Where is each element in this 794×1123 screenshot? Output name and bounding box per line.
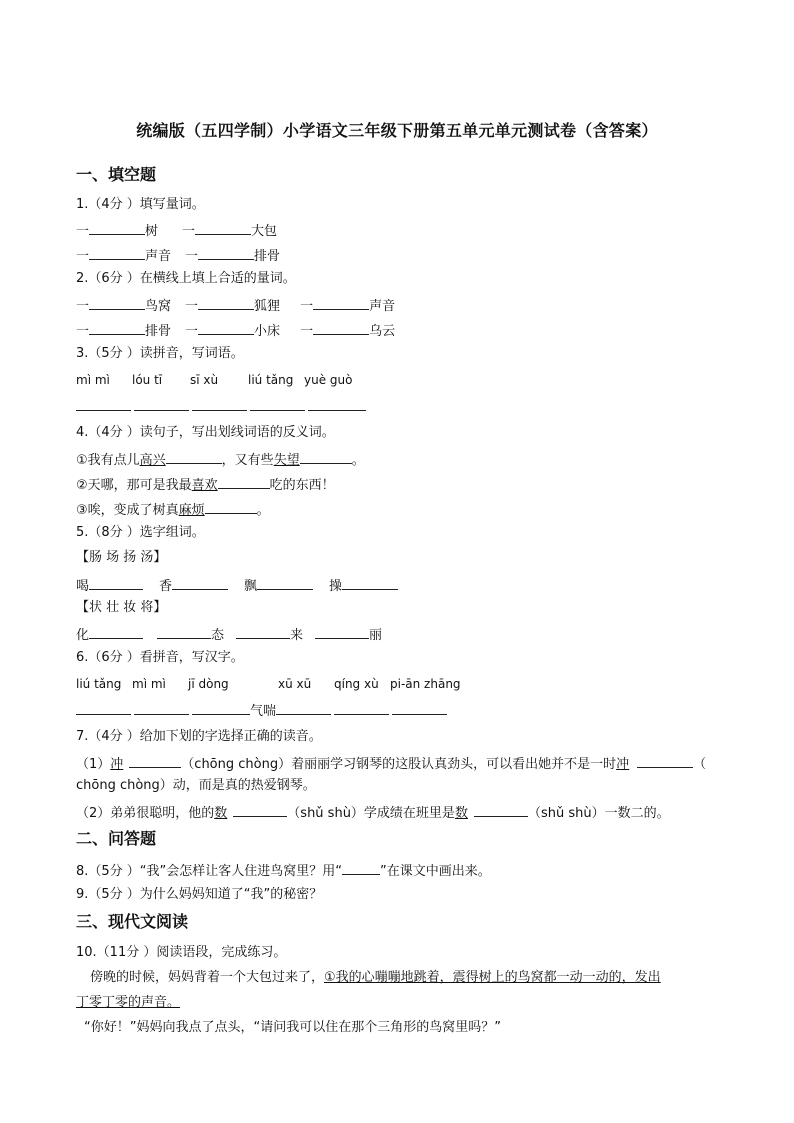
underlined-passage: ①我的心嘣嘣地跳着，震得树上的鸟窝都一动一动的，发出: [324, 970, 661, 985]
sentence-text: ③唉，变成了树真: [76, 503, 179, 518]
answer-blank[interactable]: [198, 295, 254, 310]
word: 鸟窝: [145, 299, 172, 314]
pinyin: lóu tī: [132, 373, 163, 387]
question-5-stem: 5.（8分 ）选字组词。: [76, 525, 205, 540]
char: 来: [290, 628, 304, 643]
section-heading-qa: 二、问答题: [76, 829, 157, 848]
answer-blank[interactable]: [257, 575, 313, 590]
char: 态: [211, 628, 225, 643]
question-2-row-1: [76, 295, 395, 316]
answer-blank[interactable]: [89, 624, 143, 639]
char: 香: [159, 579, 173, 594]
prefix: 一: [76, 299, 90, 314]
question-3-answer-row: [76, 396, 366, 417]
sentence-text: （2）弟弟很聪明，他的: [76, 806, 215, 821]
answer-blank[interactable]: [172, 575, 228, 590]
answer-blank[interactable]: [205, 499, 257, 514]
underlined-char: 冲: [616, 757, 630, 772]
word: 大包: [251, 224, 278, 239]
question-2-row-2: [76, 320, 395, 341]
question-5-group-1: 【肠 场 扬 汤】: [76, 550, 167, 565]
answer-blank[interactable]: [166, 449, 222, 464]
char: 操: [329, 579, 343, 594]
answer-blank[interactable]: [195, 220, 251, 235]
answer-blank[interactable]: [313, 320, 369, 335]
prefix: 一: [185, 249, 199, 264]
prefix: 一: [76, 249, 90, 264]
prefix: 一: [300, 324, 314, 339]
answer-blank[interactable]: [76, 396, 131, 411]
question-4-sentence-1: [76, 449, 365, 470]
answer-blank[interactable]: [198, 320, 254, 335]
question-1-row-1: [76, 220, 277, 241]
answer-blank[interactable]: [474, 802, 528, 817]
answer-blank[interactable]: [233, 802, 287, 817]
answer-blank[interactable]: [89, 220, 145, 235]
question-3-pinyin-row: [76, 371, 352, 389]
answer-blank[interactable]: [89, 575, 143, 590]
word: 小床: [254, 324, 281, 339]
word: 乌云: [369, 324, 396, 339]
question-6-pinyin-row: [76, 675, 461, 693]
pinyin: xū xū: [278, 677, 312, 691]
question-2-stem: 2.（6分 ）在横线上填上合适的量词。: [76, 271, 296, 286]
prefix: 一: [182, 224, 196, 239]
question-4-sentence-2: [76, 474, 335, 495]
answer-blank[interactable]: [218, 474, 270, 489]
answer-blank[interactable]: [89, 320, 145, 335]
underlined-word: 高兴: [139, 453, 166, 468]
question-1-row-2: [76, 245, 280, 266]
char: 丽: [369, 628, 383, 643]
prefix: 一: [300, 299, 314, 314]
passage-line-1: [90, 969, 661, 987]
question-5-row-1: [76, 575, 398, 596]
sentence-text: 吃的东西！: [269, 478, 335, 493]
sentence-text: ，又有些: [221, 453, 274, 468]
question-7-line-2: chōng chòng）动，而是真的热爱钢琴。: [76, 778, 316, 793]
underlined-passage: 丁零丁零的声音。: [76, 995, 181, 1010]
answer-blank[interactable]: [342, 860, 380, 875]
answer-blank[interactable]: [334, 700, 389, 715]
question-6-answer-row: [76, 700, 447, 721]
sentence-text: ①我有点儿: [76, 453, 140, 468]
answer-blank[interactable]: [192, 700, 250, 715]
word: 排骨: [145, 324, 172, 339]
question-5-group-2: 【状 壮 妆 将】: [76, 600, 167, 615]
word: 排骨: [254, 249, 281, 264]
question-9: 9.（5分 ）为什么妈妈知道了“我”的秘密？: [76, 887, 323, 902]
pinyin: sī xù: [190, 373, 219, 387]
passage-line-2: [76, 994, 180, 1012]
passage-text: 傍晚的时候，妈妈背着一个大包过来了，: [90, 970, 325, 985]
answer-blank[interactable]: [392, 700, 447, 715]
section-heading-reading: 三、现代文阅读: [76, 912, 189, 931]
question-4-sentence-3: [76, 499, 270, 520]
answer-blank[interactable]: [129, 753, 181, 768]
sentence-text: ②天哪，那可是我最: [76, 478, 192, 493]
char: 飘: [244, 579, 258, 594]
question-text: ”在课文中画出来。: [380, 864, 491, 879]
answer-blank[interactable]: [198, 245, 254, 260]
answer-blank[interactable]: [276, 700, 331, 715]
word: 声音: [145, 249, 172, 264]
question-7-stem: 7.（4分 ）给加下划的字选择正确的读音。: [76, 729, 322, 744]
underlined-word: 喜欢: [191, 478, 218, 493]
section-heading-fill-blank: 一、填空题: [76, 165, 157, 184]
pinyin: liú tǎng: [76, 677, 122, 691]
sentence-text: 。: [351, 453, 365, 468]
question-6-stem: 6.（6分 ）看拼音，写汉字。: [76, 650, 244, 665]
page-title: 统编版（五四学制）小学语文三年级下册第五单元单元测试卷（含答案）: [136, 121, 658, 140]
prefix: 一: [185, 299, 199, 314]
sentence-text: （chōng chòng）着丽丽学习钢琴的这股认真劲头，可以看出她并不是一时: [181, 757, 617, 772]
sentence-text: 。: [256, 503, 270, 518]
answer-blank[interactable]: [76, 700, 131, 715]
pinyin: liú tǎng: [248, 373, 294, 387]
pinyin: mì mì: [76, 373, 110, 387]
question-10-stem: 10.（11分 ）阅读语段，完成练习。: [76, 945, 287, 960]
char: 喝: [76, 579, 90, 594]
answer-blank[interactable]: [134, 396, 189, 411]
question-5-row-2: [76, 624, 382, 645]
question-text: 8.（5分 ）“我”会怎样让客人住进鸟窝里？用“: [76, 864, 343, 879]
word: 狐狸: [254, 299, 281, 314]
word: 声音: [369, 299, 396, 314]
answer-blank[interactable]: [342, 575, 398, 590]
sentence-text: （: [693, 757, 707, 772]
question-7-line-1: [76, 753, 706, 774]
pinyin: qíng xù: [334, 677, 379, 691]
underlined-char: 冲: [110, 757, 124, 772]
pinyin: mì mì: [132, 677, 166, 691]
answer-blank[interactable]: [250, 396, 305, 411]
pinyin: yuè guò: [304, 373, 353, 387]
underlined-word: 失望: [273, 453, 300, 468]
answer-blank[interactable]: [300, 449, 352, 464]
passage-line-3: “你好！”妈妈向我点了点头，“请问我可以住在那个三角形的鸟窝里吗？”: [84, 1020, 501, 1035]
answer-blank[interactable]: [308, 396, 366, 411]
underlined-char: 数: [214, 806, 228, 821]
answer-blank[interactable]: [89, 245, 145, 260]
char: 化: [76, 628, 90, 643]
underlined-word: 麻烦: [178, 503, 205, 518]
question-3-stem: 3.（5分 ）读拼音，写词语。: [76, 346, 244, 361]
prefix: 一: [76, 324, 90, 339]
question-7-line-3: [76, 802, 670, 823]
answer-blank[interactable]: [236, 624, 290, 639]
given-word: 气喘: [250, 704, 277, 719]
underlined-char: 数: [454, 806, 468, 821]
prefix: 一: [185, 324, 199, 339]
question-1-stem: 1.（4分 ）填写量词。: [76, 197, 205, 212]
sentence-text: （shǔ shù）学成绩在班里是: [287, 806, 455, 821]
question-8: [76, 860, 491, 881]
answer-blank[interactable]: [315, 624, 369, 639]
answer-blank[interactable]: [192, 396, 247, 411]
answer-blank[interactable]: [313, 295, 369, 310]
pinyin: jī dòng: [188, 677, 229, 691]
word: 树: [145, 224, 159, 239]
sentence-text: （shǔ shù）一数二的。: [527, 806, 670, 821]
answer-blank[interactable]: [637, 753, 693, 768]
answer-blank[interactable]: [134, 700, 189, 715]
question-4-stem: 4.（4分 ）读句子，写出划线词语的反义词。: [76, 425, 335, 440]
answer-blank[interactable]: [157, 624, 211, 639]
item-number: （1）: [76, 757, 111, 772]
answer-blank[interactable]: [89, 295, 145, 310]
prefix: 一: [76, 224, 90, 239]
pinyin: pi-ān zhāng: [390, 677, 461, 691]
